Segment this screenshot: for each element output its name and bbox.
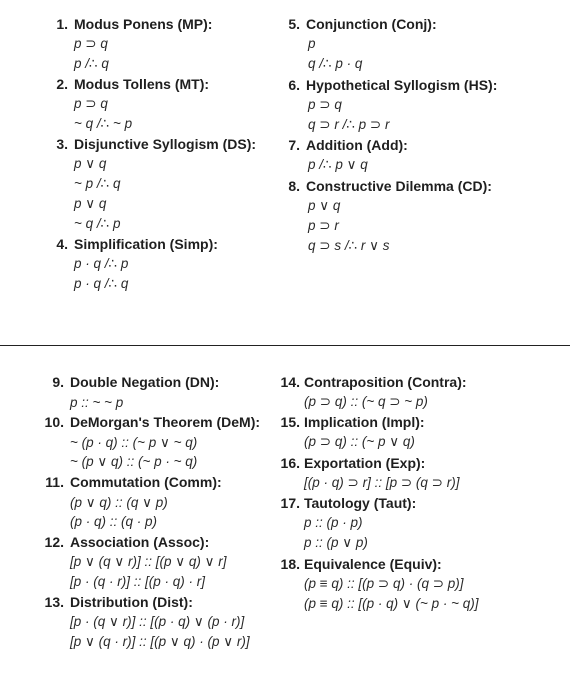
rule-formula-line: p [308, 36, 316, 51]
rule-formula-line: p · q /∴ p [74, 256, 129, 271]
rule-number: 6. [288, 76, 300, 93]
rule-number: 16. [280, 454, 300, 471]
rule-title: Disjunctive Syllogism (DS): [74, 136, 257, 152]
rule-heading-association [36, 534, 209, 550]
rule-formula-line: [p · (q · r)] :: [(p · q) · r] [70, 574, 205, 589]
rule-title: Hypothetical Syllogism (HS): [306, 76, 498, 93]
rule-number: 17. [280, 494, 300, 511]
rule-title: Modus Ponens (MP): [74, 16, 213, 32]
rule-title: Implication (Impl): [304, 414, 425, 431]
rule-title: Constructive Dilemma (CD): [306, 177, 492, 194]
rule-formula-line: (p ∨ q) :: (q ∨ p) [70, 494, 168, 510]
rule-number: 14. [280, 374, 300, 390]
rule-title: Association (Assoc): [70, 533, 210, 550]
rule-heading-hypothetical-syllogism [280, 77, 497, 93]
rule-formula-line: [p · (q ∨ r)] :: [(p · q) ∨ (p · r)] [70, 614, 245, 630]
rule-title: DeMorgan's Theorem (DeM): [70, 414, 261, 431]
rule-number: 9. [52, 374, 64, 390]
rule-formula-line: (p ≡ q) :: [(p · q) ∨ (~ p · ~ q)] [304, 595, 479, 611]
rule-number: 7. [288, 137, 300, 154]
rule-formula-line: p · q /∴ q [74, 276, 129, 291]
rule-number: 1. [56, 16, 68, 32]
rule-heading-tautology [272, 495, 416, 511]
rule-title: Simplification (Simp): [74, 236, 218, 252]
rule-formula-line: [p ∨ (q · r)] :: [(p ∨ q) · (p ∨ r)] [70, 633, 250, 649]
rule-heading-contraposition [272, 374, 467, 390]
rule-formula-line: (p · q) :: (q · p) [70, 514, 158, 530]
rule-formula-line: ~ p /∴ q [74, 176, 121, 191]
rule-formula-line: ~ q /∴ ~ p [74, 116, 133, 131]
rule-formula-line: p ⊃ r [308, 217, 339, 233]
rule-heading-demorgan-s-theorem [36, 414, 260, 430]
rule-formula-line: q ⊃ s /∴ r ∨ s [308, 238, 390, 254]
rule-formula-line: ~ (p ∨ q) :: (~ p · ~ q) [70, 454, 198, 470]
rule-number: 4. [56, 236, 68, 252]
rule-formula-line: [(p · q) ⊃ r] :: [p ⊃ (q ⊃ r)] [304, 474, 460, 490]
rule-title: Commutation (Comm): [70, 474, 222, 490]
rule-number: 13. [44, 593, 64, 610]
rule-heading-commutation [36, 474, 222, 490]
rule-formula-line: ~ (p · q) :: (~ p ∨ ~ q) [70, 434, 198, 450]
rule-formula-line: p ∨ q [74, 156, 107, 171]
rule-formula-line: p /∴ p ∨ q [308, 157, 368, 173]
rule-number: 2. [56, 76, 68, 92]
rule-number: 8. [288, 177, 300, 194]
rule-formula-line: p /∴ q [74, 56, 109, 71]
rule-formula-line: p ∨ q [308, 197, 341, 213]
rule-number: 5. [288, 16, 300, 32]
rule-heading-conjunction [280, 16, 437, 32]
rule-title: Contraposition (Contra): [304, 374, 467, 390]
rule-formula-line: q /∴ p · q [308, 56, 363, 72]
rule-formula-line: (p ⊃ q) :: (~ q ⊃ ~ p) [304, 394, 428, 409]
rule-formula-line: [p ∨ (q ∨ r)] :: [(p ∨ q) ∨ r] [70, 554, 227, 570]
rule-formula-line: p ⊃ q [74, 96, 108, 111]
rule-heading-implication [272, 414, 425, 430]
rule-heading-disjunctive-syllogism [48, 136, 256, 152]
rule-heading-modus-ponens [48, 16, 212, 32]
rule-heading-modus-tollens [48, 76, 209, 92]
rule-heading-addition [280, 137, 408, 153]
rule-formula-line: p ∨ q [74, 196, 107, 211]
rule-heading-equivalence [272, 556, 442, 572]
rule-title: Distribution (Dist): [70, 593, 193, 610]
rule-formula-line: p ⊃ q [308, 96, 342, 112]
rule-number: 3. [56, 136, 68, 152]
rule-title: Equivalence (Equiv): [304, 555, 442, 572]
rule-formula-line: (p ≡ q) :: [(p ⊃ q) · (q ⊃ p)] [304, 575, 464, 591]
rule-heading-exportation [272, 455, 425, 471]
rule-formula-line: p ⊃ q [74, 36, 108, 51]
rule-number: 12. [44, 533, 64, 550]
rule-title: Double Negation (DN): [70, 374, 220, 390]
rule-number: 15. [280, 414, 300, 431]
rule-heading-double-negation [36, 374, 219, 390]
rule-formula-line: p :: (p · p) [304, 514, 363, 530]
rule-title: Tautology (Taut): [304, 494, 417, 511]
rule-title: Conjunction (Conj): [306, 16, 437, 32]
rule-title: Exportation (Exp): [304, 454, 426, 471]
rule-heading-distribution [36, 594, 193, 610]
rule-heading-constructive-dilemma [280, 178, 492, 194]
rule-formula-line: (p ⊃ q) :: (~ p ∨ q) [304, 434, 415, 450]
rule-number: 11. [45, 474, 64, 490]
rule-number: 18. [280, 555, 300, 572]
rule-title: Addition (Add): [306, 137, 408, 154]
rule-formula-line: q ⊃ r /∴ p ⊃ r [308, 116, 390, 132]
rule-heading-simplification [48, 236, 218, 252]
rule-formula-line: p :: (p ∨ p) [304, 535, 368, 551]
rule-formula-line: ~ q /∴ p [74, 216, 121, 231]
rule-number: 10. [44, 414, 64, 431]
section-divider [0, 345, 570, 346]
rule-title: Modus Tollens (MT): [74, 76, 210, 92]
rule-formula-line: p :: ~ ~ p [70, 394, 124, 410]
